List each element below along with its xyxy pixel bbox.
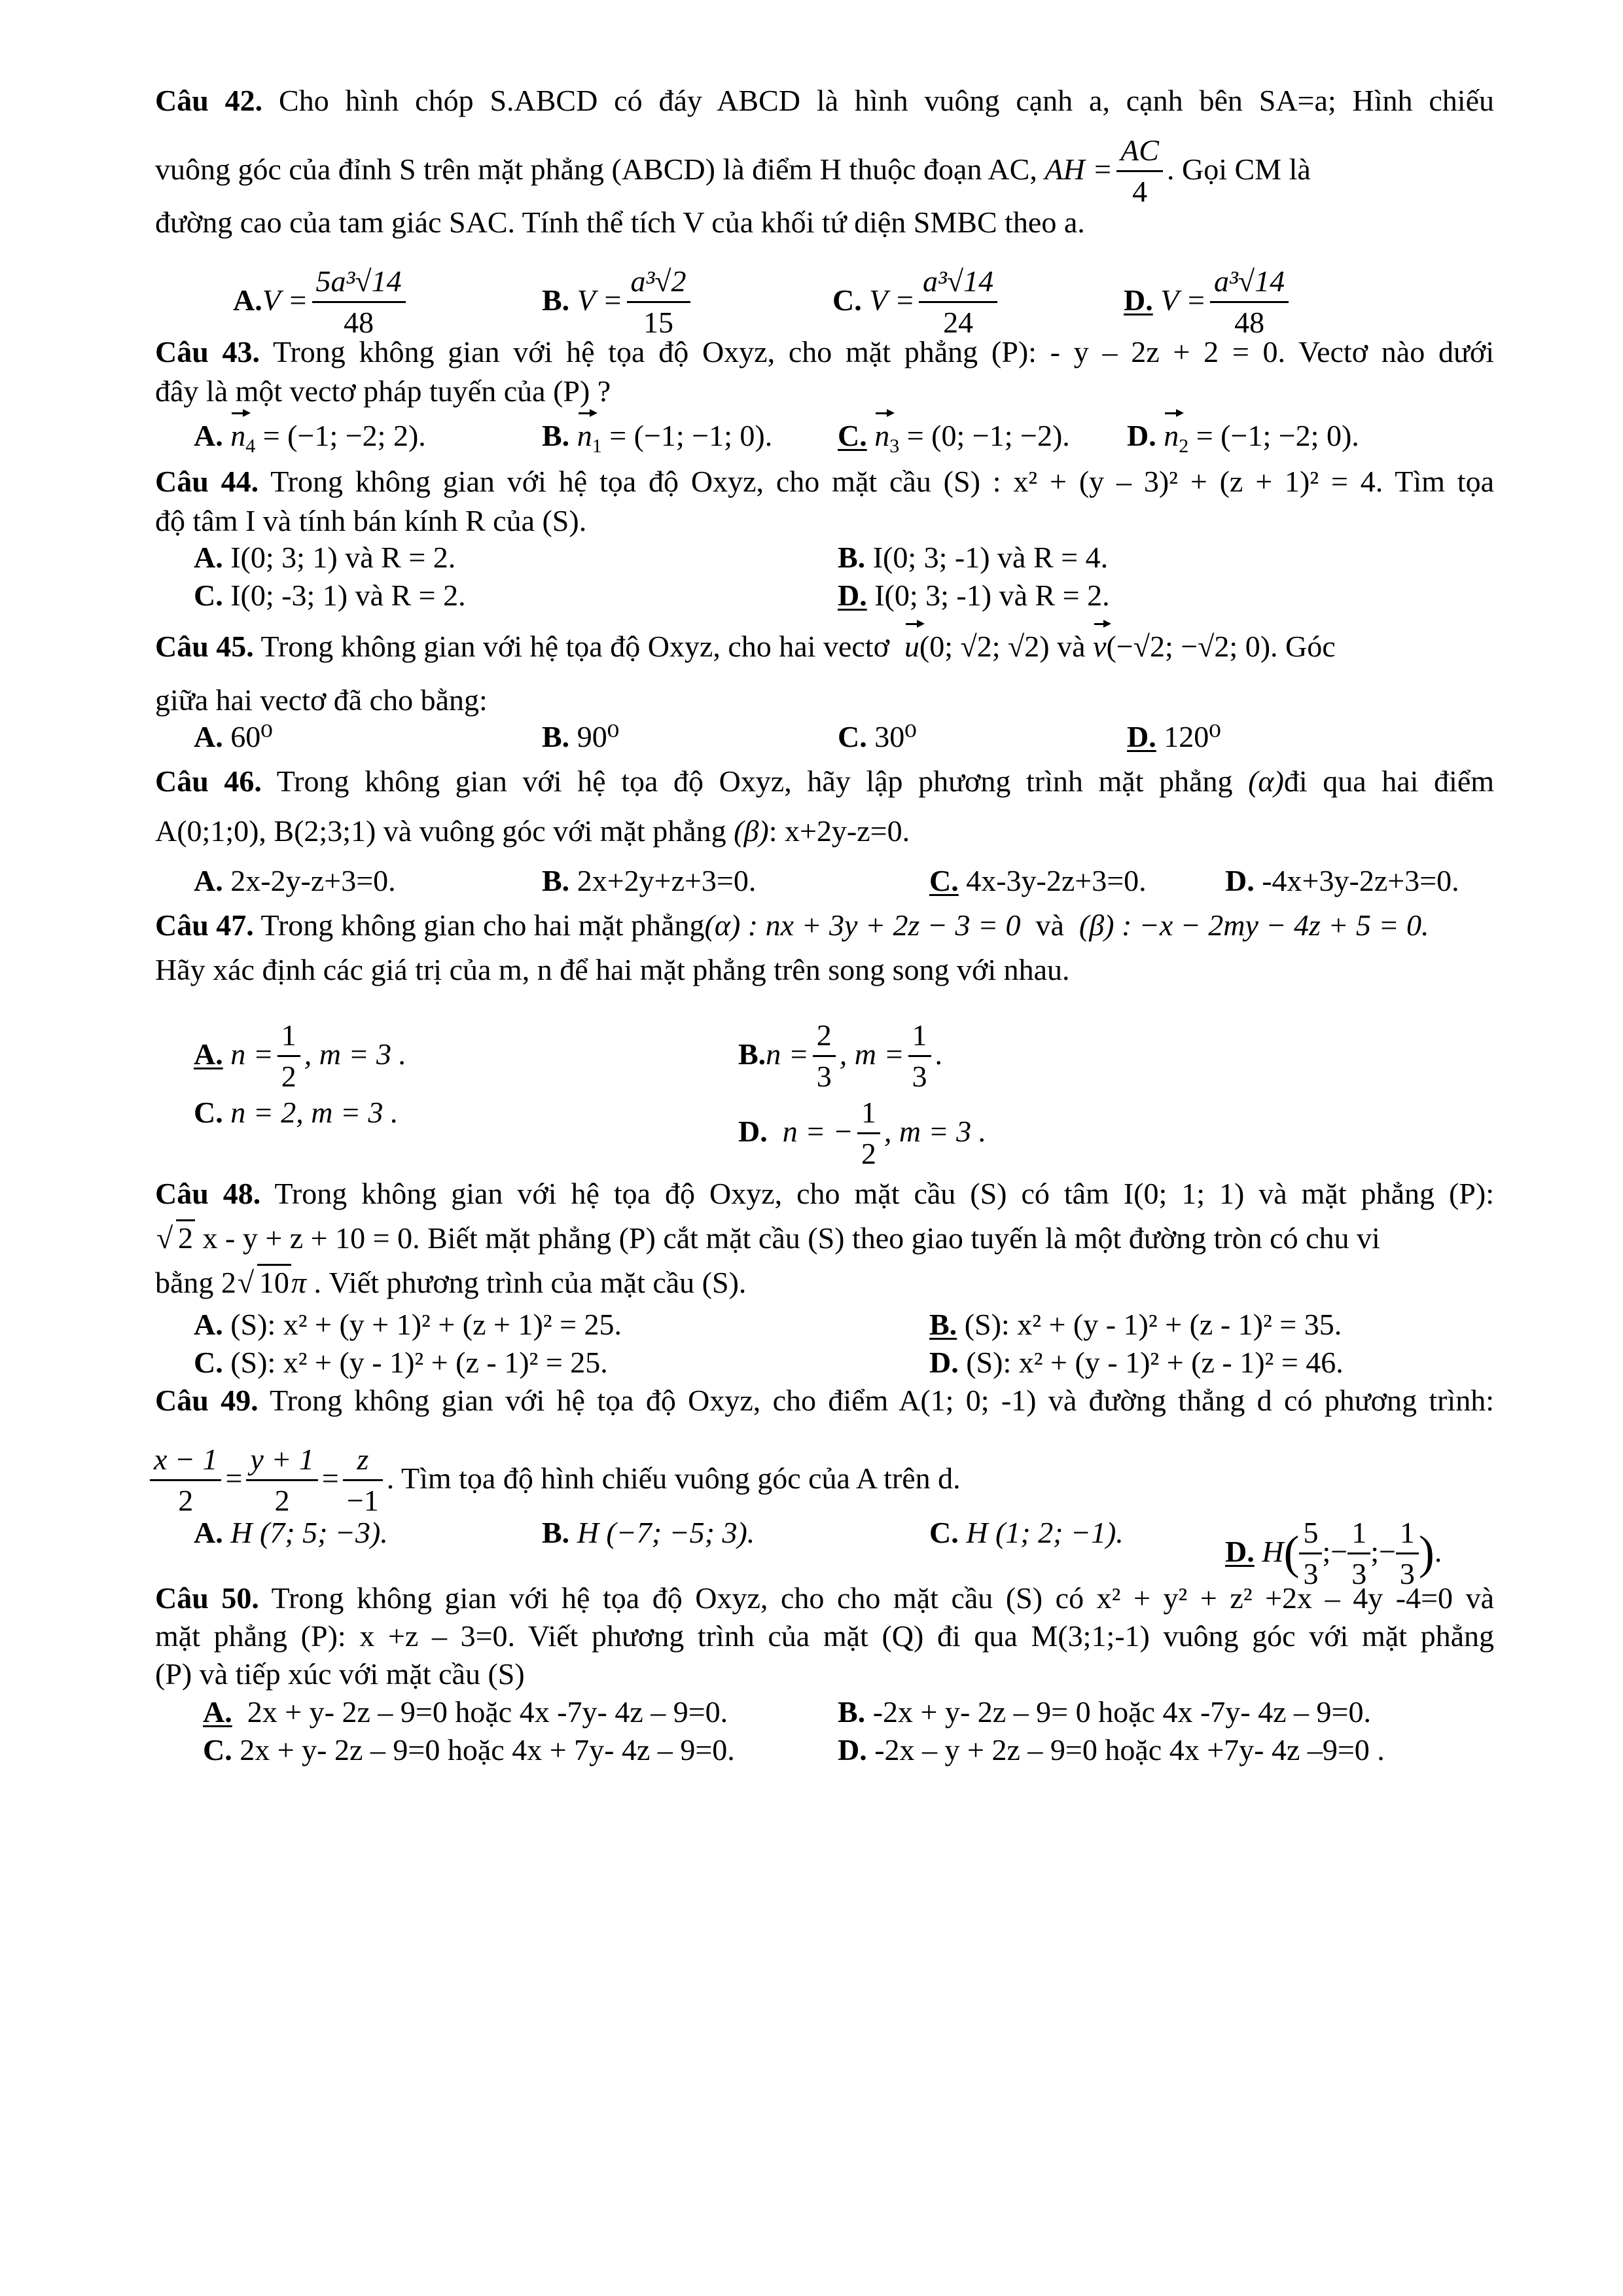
q43-option-d: D. $n_2 = (-1$; −2; 0).: [1127, 416, 1359, 456]
q49-option-a: A. H (7; 5; −3).: [194, 1516, 388, 1549]
q48-option-a: A. (S): x² + (y + 1)² + (z + 1)² = 25.: [194, 1308, 622, 1341]
q48-options-row1: [0, 1305, 1623, 1344]
q42-ah-fraction: $\frac{AC}{4}$: [1116, 131, 1163, 211]
q43-option-c: C. $n_3 = (0$; −1; −2).: [838, 416, 1070, 456]
q48-option-b: B. (S): x² + (y - 1)² + (z - 1)² = 35.: [929, 1308, 1342, 1341]
q49-option-d: D. H( $\frac{5}{3}$ ;− $\frac{1}{3}$ ;− $\frac{1}{3}$ ).: [1225, 1513, 1442, 1594]
q45-line-1: Câu 45. Trong không gian với hệ tọa độ Oxyz, cho hai vectơ u(0; √2; √2) và v(−√2; −√2; 0). Góc: [155, 627, 1494, 666]
q46-number: Câu 46.: [155, 764, 262, 798]
q46-line-2: A(0;1;0), B(2;3;1) và vuông góc với mặt phẳng (β): x+2y-z=0.: [155, 814, 910, 848]
q50-option-a: A. 2x + y- 2z – 9=0 hoặc 4x -7y- 4z – 9=0.: [203, 1695, 728, 1729]
q43-option-b: B. $n_1 = (-1$; −1; 0).: [542, 416, 772, 456]
q42-option-b: B. V = $\frac{\text{a³√2}}{15}$: [542, 262, 694, 342]
q45-option-d: D. 120⁰: [1127, 720, 1221, 753]
q47-option-c: C. n = 2, m = 3 .: [194, 1096, 399, 1129]
q48-number: Câu 48.: [155, 1177, 261, 1210]
q50-number: Câu 50.: [155, 1581, 259, 1615]
q46-line-1: Câu 46. Trong không gian với hệ tọa độ Oxyz, hãy lập phương trình mặt phẳng (α)đi qua hai điểm: [155, 764, 1495, 798]
q42-option-a: A.V = $\frac{\text{5a³√14}}{48}$: [233, 262, 410, 342]
q48-line-3: bằng 2√ 10π . Viết phương trình của mặt cầu (S).: [155, 1263, 1494, 1302]
q43-line-1: Câu 43. Trong không gian với hệ tọa độ Oxyz, cho mặt phẳng (P): - y – 2z + 2 = 0. Vectơ nào dưới: [155, 335, 1494, 368]
q45-number: Câu 45.: [155, 630, 254, 663]
q48-options-row2: [0, 1343, 1623, 1382]
q46-option-d: D. -4x+3y-2z+3=0.: [1225, 864, 1459, 897]
q47-line-1: Câu 47. Trong không gian cho hai mặt phẳng(α) : nx + 3y + 2z − 3 = 0 và (β) : −x − 2my − 4z + 5 = 0.: [155, 908, 1429, 942]
q43-number: Câu 43.: [155, 335, 260, 368]
q42-line-2: vuông góc của đỉnh S trên mặt phẳng (ABCD) là điểm H thuộc đoạn AC, AH = $\frac{AC}{4}$ . Gọi CM là: [155, 131, 1494, 211]
q49-number: Câu 49.: [155, 1384, 259, 1417]
q48-line-1: Câu 48. Trong không gian với hệ tọa độ Oxyz, cho mặt cầu (S) có tâm I(0; 1; 1) và mặt phẳng (P):: [155, 1177, 1494, 1210]
q50-options-row1: [0, 1693, 1623, 1732]
q46-option-a: A. 2x-2y-z+3=0.: [194, 864, 396, 897]
q42-line-1: Câu 42. Cho hình chóp S.ABCD có đáy ABCD là hình vuông cạnh a, cạnh bên SA=a; Hình chiếu: [155, 84, 1494, 117]
q44-option-c: C. I(0; -3; 1) và R = 2.: [194, 579, 466, 612]
q42-line-3: đường cao của tam giác SAC. Tính thể tích V của khối tứ diện SMBC theo a.: [155, 206, 1085, 239]
q44-options-row2: [0, 576, 1623, 615]
q47-line-2: Hãy xác định các giá trị của m, n để hai mặt phẳng trên song song với nhau.: [155, 953, 1070, 986]
q50-options-row2: [0, 1731, 1623, 1770]
q43-line-2: đây là một vectơ pháp tuyến của (P) ?: [155, 374, 611, 408]
q47-number: Câu 47.: [155, 908, 254, 942]
vector-u: u: [904, 627, 919, 666]
q46-option-c: C. 4x-3y-2z+3=0.: [929, 864, 1147, 897]
q44-options-row1: [0, 538, 1623, 577]
q49-line-1: Câu 49. Trong không gian với hệ tọa độ Oxyz, cho điểm A(1; 0; -1) và đường thẳng d có phương trình:: [155, 1384, 1494, 1417]
q44-number: Câu 44.: [155, 465, 259, 498]
q47-option-d: D. n = − $\frac{1}{2}$ , m = 3 .: [738, 1093, 986, 1174]
q49-option-c: C. H (1; 2; −1).: [929, 1516, 1124, 1549]
sqrt-10: √ 10: [238, 1263, 291, 1302]
q45-line-2: giữa hai vectơ đã cho bằng:: [155, 683, 488, 717]
q47-option-a: A. n = $\frac{1}{2}$ , m = 3 .: [194, 1016, 406, 1096]
q48-option-c: C. (S): x² + (y - 1)² + (z - 1)² = 25.: [194, 1346, 608, 1379]
q42-number: Câu 42.: [155, 84, 263, 117]
q42-options: [0, 262, 1623, 339]
vector-v: v: [1093, 627, 1106, 666]
q46-option-b: B. 2x+2y+z+3=0.: [542, 864, 757, 897]
q42-option-d: D. V = $\frac{\text{a³√14}}{48}$: [1124, 262, 1293, 342]
q48-option-d: D. (S): x² + (y - 1)² + (z - 1)² = 46.: [929, 1346, 1344, 1379]
q47-option-b: B.n = $\frac{2}{3}$ , m = $\frac{1}{3}$ .: [738, 1016, 942, 1096]
q44-option-a: A. I(0; 3; 1) và R = 2.: [194, 541, 456, 574]
q49-option-b: B. H (−7; −5; 3).: [542, 1516, 755, 1549]
q50-line-2: mặt phẳng (P): x +z – 3=0. Viết phương trình của mặt (Q) đi qua M(3;1;-1) vuông góc với mặt phẳng: [155, 1619, 1494, 1653]
q43-option-a: A. $n_4 = (-1$; −2; 2).: [194, 416, 426, 456]
q45-options: [0, 717, 1623, 757]
q47-option-d-row: [0, 1093, 1623, 1170]
q50-line-1: Câu 50. Trong không gian với hệ tọa độ Oxyz, cho cho mặt cầu (S) có x² + y² + z² +2x – 4y -4=0 và: [155, 1581, 1494, 1615]
q44-line-2: độ tâm I và tính bán kính R của (S).: [155, 504, 587, 537]
q42-option-c: C. V = $\frac{\text{a³√14}}{24}$: [832, 262, 1001, 342]
q43-options: [0, 416, 1623, 456]
q50-option-b: B. -2x + y- 2z – 9= 0 hoặc 4x -7y- 4z – 9=0.: [838, 1695, 1371, 1729]
q45-option-c: C. 30⁰: [838, 720, 917, 753]
q48-line-2: √ 2 x - y + z + 10 = 0. Biết mặt phẳng (P) cắt mặt cầu (S) theo giao tuyến là một đường tròn có chu vi: [155, 1219, 1494, 1258]
q44-option-d: D. I(0; 3; -1) và R = 2.: [838, 579, 1110, 612]
q45-option-b: B. 90⁰: [542, 720, 620, 753]
q45-option-a: A. 60⁰: [194, 720, 273, 753]
q47-options-row1: [0, 1016, 1623, 1093]
q49-options: [0, 1513, 1623, 1590]
q50-option-c: C. 2x + y- 2z – 9=0 hoặc 4x + 7y- 4z – 9=0.: [203, 1733, 735, 1767]
sqrt-2: √ 2: [156, 1219, 195, 1258]
q46-options: [0, 861, 1623, 901]
q49-line-2: $\frac{x - 1}{2}$ = $\frac{y + 1}{2}$ = $\frac{z}{-1}$ . Tìm tọa độ hình chiếu vuông góc của A trên d.: [155, 1440, 1494, 1520]
q44-line-1: Câu 44. Trong không gian với hệ tọa độ Oxyz, cho mặt cầu (S) : x² + (y – 3)² + (z + 1)² = 4. Tìm tọa: [155, 465, 1494, 498]
q50-option-d: D. -2x – y + 2z – 9=0 hoặc 4x +7y- 4z –9=0 .: [838, 1733, 1385, 1767]
q50-line-3: (P) và tiếp xúc với mặt cầu (S): [155, 1657, 525, 1691]
q44-option-b: B. I(0; 3; -1) và R = 4.: [838, 541, 1109, 574]
